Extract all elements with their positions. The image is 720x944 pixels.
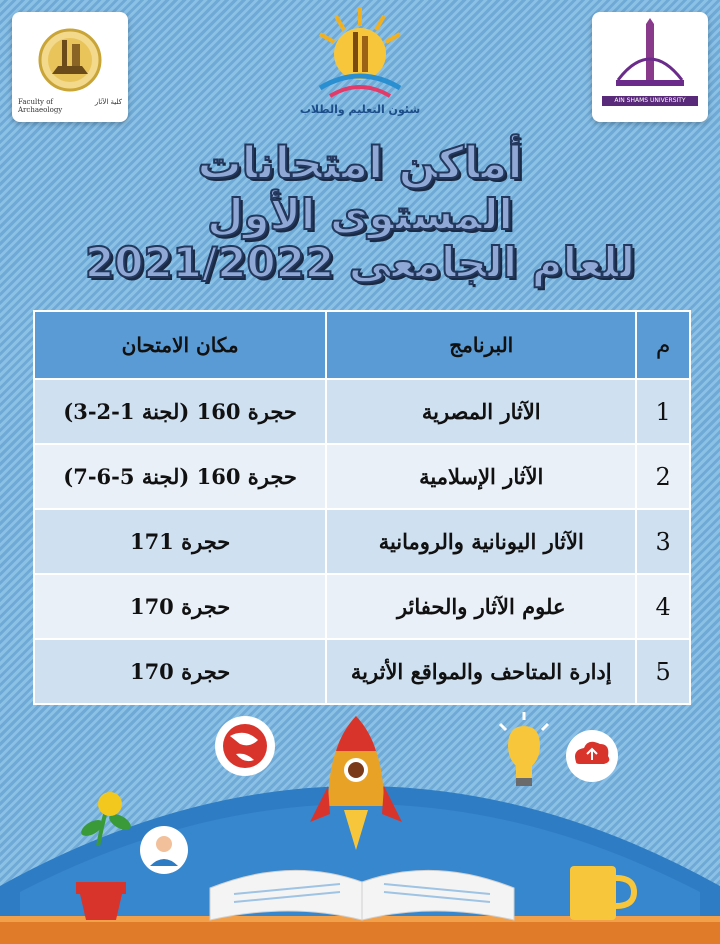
cloud-upload-icon: [566, 730, 618, 782]
row-program: الآثار المصرية: [326, 379, 636, 444]
row-num: 2: [636, 444, 690, 509]
header-program: البرنامج: [326, 311, 636, 379]
title-line-1: أماكن امتحانات: [197, 138, 523, 189]
row-place: حجرة 170: [34, 639, 326, 704]
header-place: مكان الامتحان: [34, 311, 326, 379]
table-row: [34, 574, 690, 639]
table-header-row: [34, 311, 690, 379]
university-logo-card: [592, 12, 708, 122]
student-affairs-logo: [290, 4, 430, 116]
student-affairs-caption: شئون التعليم والطلاب: [299, 103, 421, 116]
row-num: 1: [636, 379, 690, 444]
globe-icon: [215, 716, 275, 776]
person-avatar-icon: [140, 826, 188, 874]
lightbulb-icon: [500, 712, 548, 786]
table-row: [34, 509, 690, 574]
row-program: علوم الآثار والحفائر: [326, 574, 636, 639]
row-place: حجرة 160 (لجنة 1-2-3): [34, 379, 326, 444]
faculty-emblem-icon: [12, 20, 128, 100]
education-illustration: [0, 706, 720, 944]
row-program: إدارة المتاحف والمواقع الأثرية: [326, 639, 636, 704]
header-num: م: [636, 311, 690, 379]
title-line-3: للعام الجامعى 2021/2022: [85, 238, 635, 287]
row-place: حجرة 171: [34, 509, 326, 574]
row-num: 4: [636, 574, 690, 639]
table-row: [34, 639, 690, 704]
title-line-2: المستوى الأول: [207, 190, 513, 239]
sun-emblem-icon: [290, 4, 430, 100]
university-emblem-icon: [592, 18, 708, 98]
row-num: 3: [636, 509, 690, 574]
row-program: الآثار الإسلامية: [326, 444, 636, 509]
row-place: حجرة 170: [34, 574, 326, 639]
table-row: [34, 444, 690, 509]
university-logo-caption: AIN SHAMS UNIVERSITY: [602, 96, 698, 106]
row-place: حجرة 160 (لجنة 5-6-7): [34, 444, 326, 509]
row-num: 5: [636, 639, 690, 704]
table-row: [34, 379, 690, 444]
exam-locations-table: [33, 310, 691, 705]
row-program: الآثار اليونانية والرومانية: [326, 509, 636, 574]
faculty-logo-card: [12, 12, 128, 122]
faculty-logo-caption: Faculty of Archaeology كلية الآثار: [18, 98, 122, 114]
